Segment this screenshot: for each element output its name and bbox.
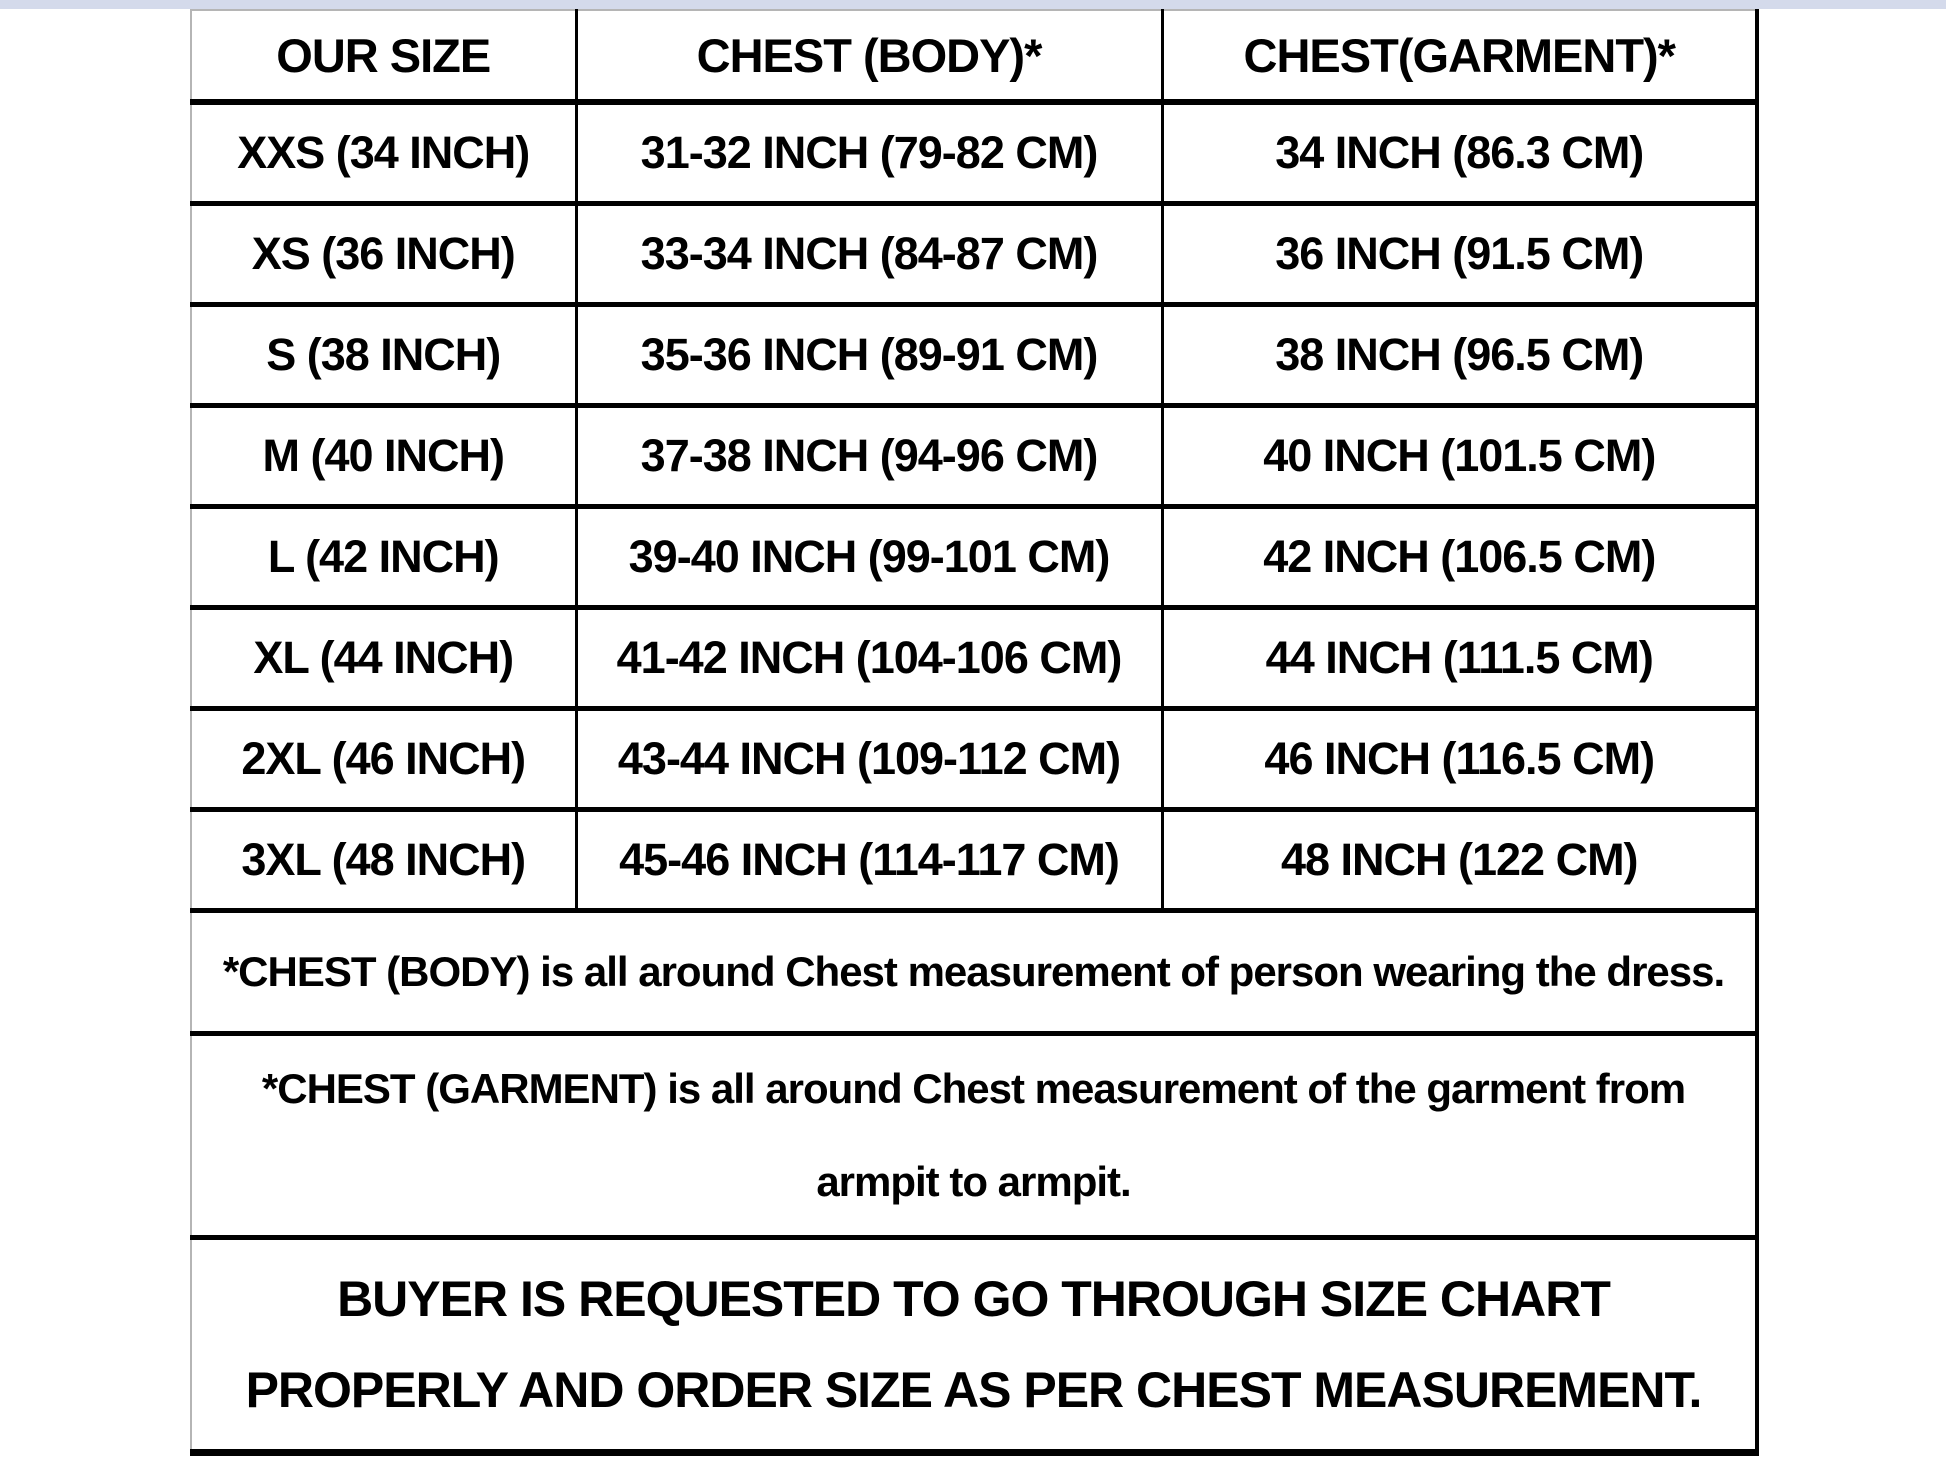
header-row	[191, 10, 1757, 102]
chest-body-cell: 31-32 INCH (79-82 CM)	[576, 102, 1162, 203]
our-size-cell: 2XL (46 INCH)	[191, 708, 576, 809]
chest-garment-cell: 38 INCH (96.5 CM)	[1275, 328, 1644, 380]
buyer-instruction	[191, 1238, 1757, 1453]
chest-body-note: *CHEST (BODY) is all around Chest measurement of person wearing the dress.	[222, 948, 1725, 996]
our-size-cell: L (42 INCH)	[191, 506, 576, 607]
chest-garment-cell: 44 INCH (111.5 CM)	[1265, 631, 1653, 683]
our-size-cell: M (40 INCH)	[191, 405, 576, 506]
chest-body-cell: 37-38 INCH (94-96 CM)	[576, 405, 1162, 506]
buyer-instruction-text: BUYER IS REQUESTED TO GO THROUGH SIZE CHART PROPERLY AND ORDER SIZE AS PER CHEST MEASUREMENT.	[245, 1270, 1702, 1418]
our-size-cell: XXS (34 INCH)	[191, 102, 576, 203]
chest-body-cell: 33-34 INCH (84-87 CM)	[576, 203, 1162, 304]
chest-body-cell: 41-42 INCH (104-106 CM)	[576, 607, 1162, 708]
our-size-cell: XL (44 INCH)	[191, 607, 576, 708]
chest-body-cell: 45-46 INCH (114-117 CM)	[576, 810, 1162, 911]
size-row-xxs	[191, 102, 1757, 203]
size-chart-table	[190, 9, 1759, 1456]
our-size-cell: 3XL (48 INCH)	[191, 810, 576, 911]
our-size-cell: S (38 INCH)	[191, 304, 576, 405]
chest-garment-cell: 36 INCH (91.5 CM)	[1275, 227, 1644, 279]
chest-garment-cell: 34 INCH (86.3 CM)	[1275, 126, 1644, 178]
chest-garment-note-text: *CHEST (GARMENT) is all around Chest measurement of the garment from armpit to armpit.	[261, 1065, 1686, 1205]
our-size-cell: XS (36 INCH)	[191, 203, 576, 304]
chest-garment-cell: 42 INCH (106.5 CM)	[1263, 530, 1656, 582]
chest-garment-note-row	[191, 1034, 1757, 1238]
size-row-3xl	[191, 810, 1757, 911]
buyer-instruction-row	[191, 1238, 1757, 1453]
chest-garment-cell: 40 INCH (101.5 CM)	[1263, 429, 1656, 481]
top-edge-band	[0, 0, 1946, 9]
header-chest-body: CHEST (BODY)*	[576, 10, 1162, 102]
chest-body-cell: 35-36 INCH (89-91 CM)	[576, 304, 1162, 405]
chest-body-cell: 43-44 INCH (109-112 CM)	[576, 708, 1162, 809]
chest-body-cell: 39-40 INCH (99-101 CM)	[576, 506, 1162, 607]
size-row-2xl	[191, 708, 1757, 809]
size-row-xl	[191, 607, 1757, 708]
chest-garment-cell: 48 INCH (122 CM)	[1280, 834, 1638, 886]
chest-garment-cell: 46 INCH (116.5 CM)	[1264, 733, 1655, 784]
size-row-s	[191, 304, 1757, 405]
header-our-size: OUR SIZE	[191, 10, 576, 102]
header-chest-garment: CHEST(GARMENT)*	[1243, 28, 1675, 82]
size-row-m	[191, 405, 1757, 506]
size-row-xs	[191, 203, 1757, 304]
chest-body-note-row	[191, 911, 1757, 1034]
chest-garment-note	[191, 1034, 1757, 1238]
size-row-l	[191, 506, 1757, 607]
